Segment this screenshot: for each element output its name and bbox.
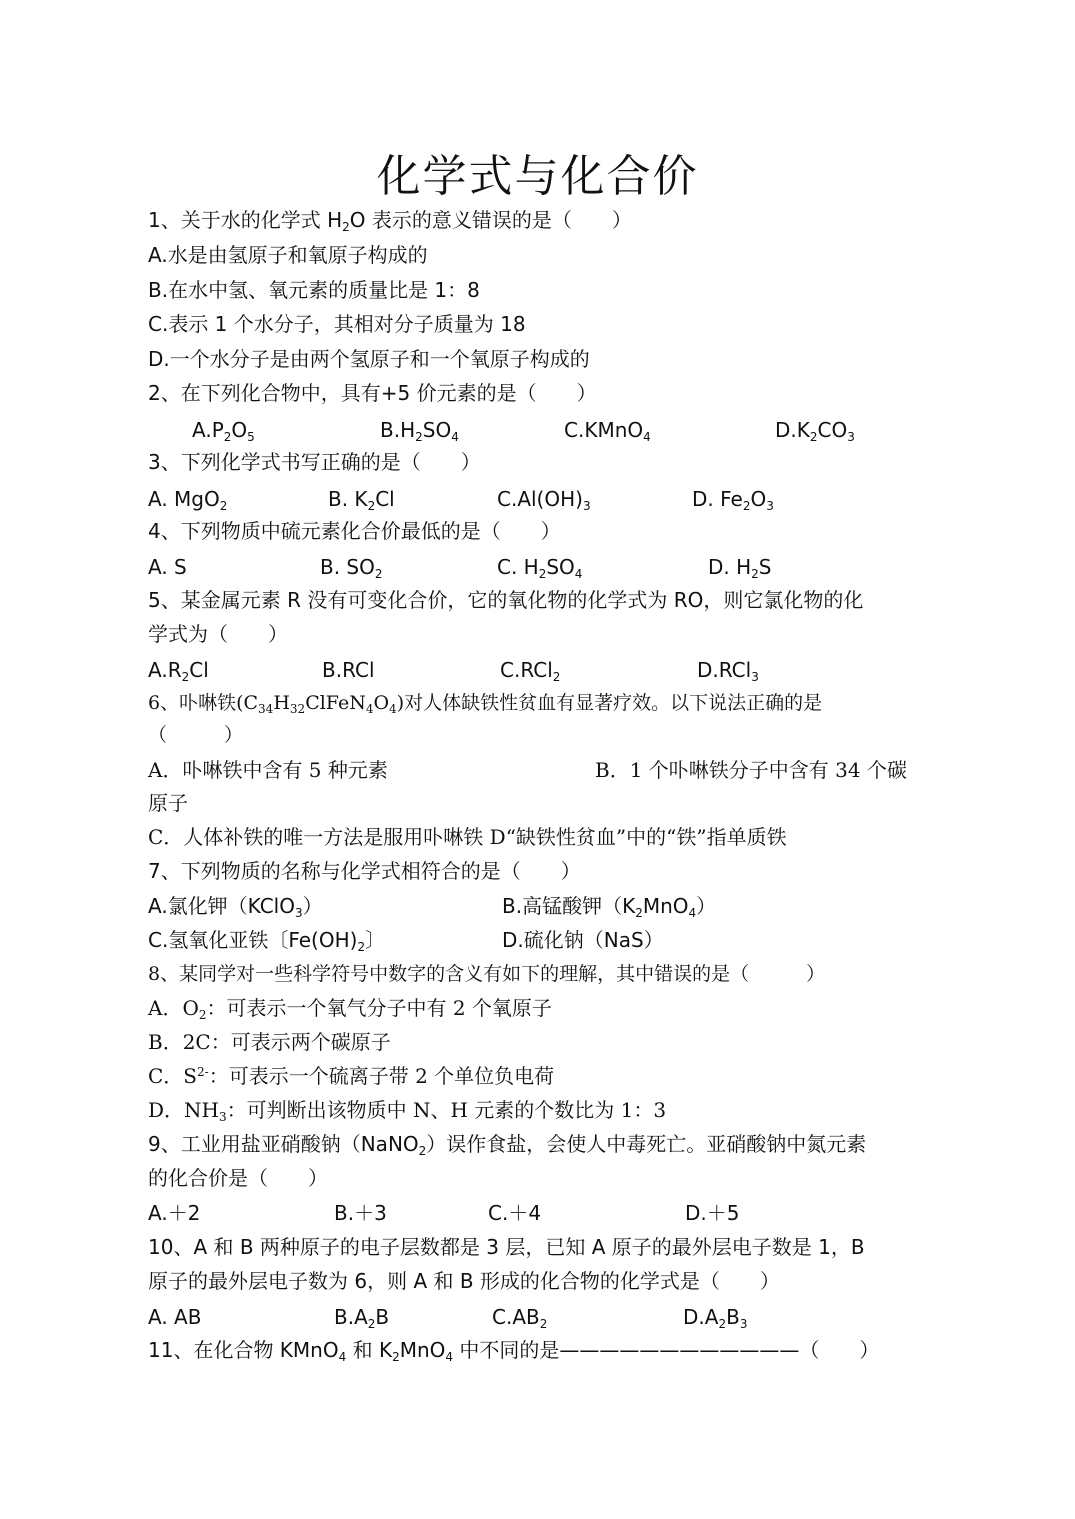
question-7-option: [502, 893, 716, 919]
text-run: B. SO: [320, 555, 375, 579]
text-run: D.＋5: [685, 1201, 740, 1225]
question-8-option: [148, 1029, 391, 1055]
question-3-option: [692, 486, 774, 512]
subscript: 5: [247, 430, 255, 444]
question-4-stem: [148, 518, 561, 544]
text-run: C.Al(OH): [497, 487, 583, 511]
text-run: D.RCl: [697, 658, 752, 682]
question-10-stem: [148, 1268, 780, 1294]
text-run: B．2C：可表示两个碳原子: [148, 1030, 391, 1054]
text-run: O: [373, 692, 390, 714]
question-3-option: [328, 486, 395, 512]
question-3-stem: [148, 449, 481, 475]
question-6-option: [148, 824, 787, 850]
subscript: 4: [445, 1350, 454, 1364]
text-run: 学式为（ ）: [148, 622, 288, 646]
text-run: C. H: [497, 555, 539, 579]
subscript: 2: [718, 1317, 727, 1331]
text-run: C.氢氧化亚铁〔Fe(OH): [148, 928, 358, 952]
text-run: 的化合价是（ ）: [148, 1166, 328, 1190]
text-run: B.H: [380, 418, 416, 442]
text-run: ClFeN: [305, 692, 366, 714]
text-run: C.KMnO: [564, 418, 644, 442]
text-run: D.K: [775, 418, 810, 442]
text-run: 4、下列物质中硫元素化合价最低的是（ ）: [148, 519, 561, 543]
question-7-option: [148, 927, 385, 953]
text-run: ）误作食盐，会使人中毒死亡。亚硝酸钠中氮元素: [426, 1132, 867, 1156]
question-7-stem: [148, 858, 581, 884]
question-11-stem: [148, 1337, 879, 1363]
text-run: 11、在化合物 KMnO: [148, 1338, 339, 1362]
question-5-stem: [148, 587, 863, 613]
text-run: D．NH: [148, 1098, 219, 1122]
question-5-option: [322, 657, 375, 683]
text-run: 〕: [365, 928, 386, 952]
text-run: 7、下列物质的名称与化学式相符合的是（ ）: [148, 859, 581, 883]
text-run: C.RCl: [500, 658, 553, 682]
question-5-option: [148, 657, 209, 683]
subscript: 2: [342, 220, 350, 234]
subscript: 4: [338, 1350, 347, 1364]
question-4-option: [497, 554, 582, 580]
subscript: 2: [751, 567, 759, 581]
text-run: H: [273, 692, 290, 714]
text-run: C.AB: [492, 1305, 540, 1329]
question-2-option: [775, 417, 855, 443]
text-run: B.＋3: [334, 1201, 387, 1225]
question-10-option: [148, 1304, 201, 1330]
text-run: A. MgO: [148, 487, 220, 511]
text-run: ）: [302, 894, 323, 918]
question-7-option: [502, 927, 664, 953]
subscript: 3: [847, 430, 855, 444]
text-run: S: [758, 555, 772, 579]
text-run: O: [750, 487, 767, 511]
question-1-stem: [148, 207, 632, 233]
question-5-stem: [148, 621, 288, 647]
subscript: 32: [289, 702, 306, 716]
subscript: 4: [365, 702, 374, 716]
text-run: A.P: [192, 418, 224, 442]
text-run: B.RCl: [322, 658, 375, 682]
subscript: 2: [357, 940, 366, 954]
text-run: ：可表示一个硫离子带 2 个单位负电荷: [208, 1064, 555, 1088]
text-run: 原子的最外层电子数为 6，则 A 和 B 形成的化合物的化学式是（ ）: [148, 1269, 780, 1293]
superscript: 2-: [197, 1065, 209, 1079]
text-run: C.＋4: [488, 1201, 542, 1225]
text-run: B: [726, 1305, 740, 1329]
question-5-option: [697, 657, 759, 683]
question-8-stem: [148, 961, 825, 987]
text-run: ：可判断出该物质中 N、H 元素的个数比为 1：3: [226, 1098, 667, 1122]
page-title: 化学式与化合价: [376, 151, 699, 202]
question-9-option: [488, 1200, 541, 1226]
subscript: 2: [418, 1144, 427, 1158]
question-10-stem: [148, 1234, 865, 1260]
subscript: 4: [688, 906, 697, 920]
text-run: A. AB: [148, 1305, 202, 1329]
question-2-stem: [148, 380, 597, 406]
question-10-option: [334, 1304, 389, 1330]
subscript: 2: [552, 670, 561, 684]
subscript: 2: [539, 1317, 548, 1331]
text-run: ：可表示一个氧气分子中有 2 个氧原子: [206, 996, 552, 1020]
subscript: 2: [374, 567, 383, 581]
subscript: 2: [809, 430, 818, 444]
question-6-option: [148, 790, 188, 816]
subscript: 3: [294, 906, 303, 920]
question-7-option: [148, 893, 323, 919]
text-run: 1、关于水的化学式 H: [148, 208, 343, 232]
question-1-option: [148, 277, 480, 303]
question-9-stem: [148, 1131, 866, 1157]
question-10-option: [492, 1304, 547, 1330]
subscript: 2: [223, 430, 232, 444]
text-run: 8、某同学对一些科学符号中数字的含义有如下的理解，其中错误的是（ ）: [148, 963, 826, 985]
question-10-option: [683, 1304, 747, 1330]
text-run: ）: [696, 894, 717, 918]
question-5-option: [500, 657, 560, 683]
text-run: MnO: [642, 894, 689, 918]
text-run: A.R: [148, 658, 182, 682]
text-run: A．O: [148, 996, 199, 1020]
subscript: 3: [582, 499, 591, 513]
question-9-option: [685, 1200, 739, 1226]
question-9-option: [148, 1200, 200, 1226]
question-6-option: [595, 757, 907, 783]
question-6-stem: [148, 690, 822, 716]
text-run: 和 K: [346, 1338, 393, 1362]
question-1-option: [148, 242, 428, 268]
text-run: SO: [422, 418, 452, 442]
subscript: 2: [367, 1317, 376, 1331]
question-9-option: [334, 1200, 387, 1226]
text-run: A．卟啉铁中含有 5 种元素: [148, 758, 388, 782]
subscript: 2: [415, 430, 423, 444]
text-run: D. Fe: [692, 487, 743, 511]
text-run: D. H: [708, 555, 752, 579]
question-2-option: [192, 417, 255, 443]
question-1-option: [148, 346, 590, 372]
text-run: C．S: [148, 1064, 198, 1088]
subscript: 2: [367, 499, 376, 513]
text-run: 原子: [148, 791, 188, 815]
question-4-option: [320, 554, 383, 580]
subscript: 4: [389, 702, 397, 716]
subscript: 2: [181, 670, 190, 684]
text-run: 中不同的是————————————（ ）: [453, 1338, 880, 1362]
subscript: 4: [451, 430, 459, 444]
subscript: 2: [392, 1350, 400, 1364]
text-run: D.硫化钠（NaS）: [502, 928, 664, 952]
text-run: A.＋2: [148, 1201, 201, 1225]
question-3-option: [148, 486, 227, 512]
subscript: 2: [538, 567, 547, 581]
text-run: 10、A 和 B 两种原子的电子层数都是 3 层，已知 A 原子的最外层电子数是 1，B: [148, 1235, 865, 1259]
text-run: Cl: [375, 487, 395, 511]
text-run: A.氯化钾（KClO: [148, 894, 295, 918]
text-run: C.表示 1 个水分子，其相对分子质量为 18: [148, 312, 526, 336]
text-run: CO: [817, 418, 848, 442]
question-3-option: [497, 486, 591, 512]
text-run: B: [375, 1305, 390, 1329]
subscript: 2: [742, 499, 751, 513]
subscript: 2: [219, 499, 228, 513]
question-6-option: [148, 757, 388, 783]
subscript: 4: [643, 430, 651, 444]
text-run: A.水是由氢原子和氧原子构成的: [148, 243, 428, 267]
question-9-stem: [148, 1165, 328, 1191]
text-run: SO: [546, 555, 575, 579]
text-run: B．1 个卟啉铁分子中含有 34 个碳: [595, 758, 907, 782]
subscript: 3: [739, 1317, 748, 1331]
subscript: 2: [635, 906, 643, 920]
text-run: A. S: [148, 555, 187, 579]
text-run: MnO: [399, 1338, 446, 1362]
text-run: D.一个水分子是由两个氢原子和一个氧原子构成的: [148, 347, 590, 371]
text-run: （ ）: [148, 724, 244, 746]
question-4-option: [148, 554, 187, 580]
subscript: 4: [574, 567, 583, 581]
text-run: B. K: [328, 487, 368, 511]
text-run: B.A: [334, 1305, 368, 1329]
question-1-option: [148, 311, 526, 337]
subscript: 3: [766, 499, 774, 513]
question-2-option: [564, 417, 651, 443]
question-8-option: [148, 1063, 554, 1089]
question-2-option: [380, 417, 459, 443]
text-run: B.高锰酸钾（K: [502, 894, 636, 918]
text-run: D.A: [683, 1305, 719, 1329]
text-run: O: [231, 418, 248, 442]
question-6-stem: [148, 722, 243, 748]
text-run: 9、工业用盐亚硝酸钠（NaNO: [148, 1132, 419, 1156]
text-run: C．人体补铁的唯一方法是服用卟啉铁 D“缺铁性贫血”中的“铁”指单质铁: [148, 825, 787, 849]
text-run: O 表示的意义错误的是（ ）: [349, 208, 632, 232]
text-run: 5、某金属元素 R 没有可变化合价，它的氧化物的化学式为 RO，则它氯化物的化: [148, 588, 864, 612]
subscript: 34: [258, 702, 274, 716]
subscript: 2: [198, 1008, 207, 1022]
subscript: 3: [218, 1110, 227, 1124]
text-run: B.在水中氢、氧元素的质量比是 1：8: [148, 278, 480, 302]
text-run: )对人体缺铁性贫血有显著疗效。以下说法正确的是: [396, 692, 823, 714]
text-run: 2、在下列化合物中，具有+5 价元素的是（ ）: [148, 381, 597, 405]
text-run: Cl: [189, 658, 209, 682]
question-8-option: [148, 1097, 666, 1123]
question-4-option: [708, 554, 772, 580]
text-run: 3、下列化学式书写正确的是（ ）: [148, 450, 481, 474]
text-run: 6、卟啉铁(C: [148, 692, 259, 714]
subscript: 3: [751, 670, 759, 684]
question-8-option: [148, 995, 552, 1021]
